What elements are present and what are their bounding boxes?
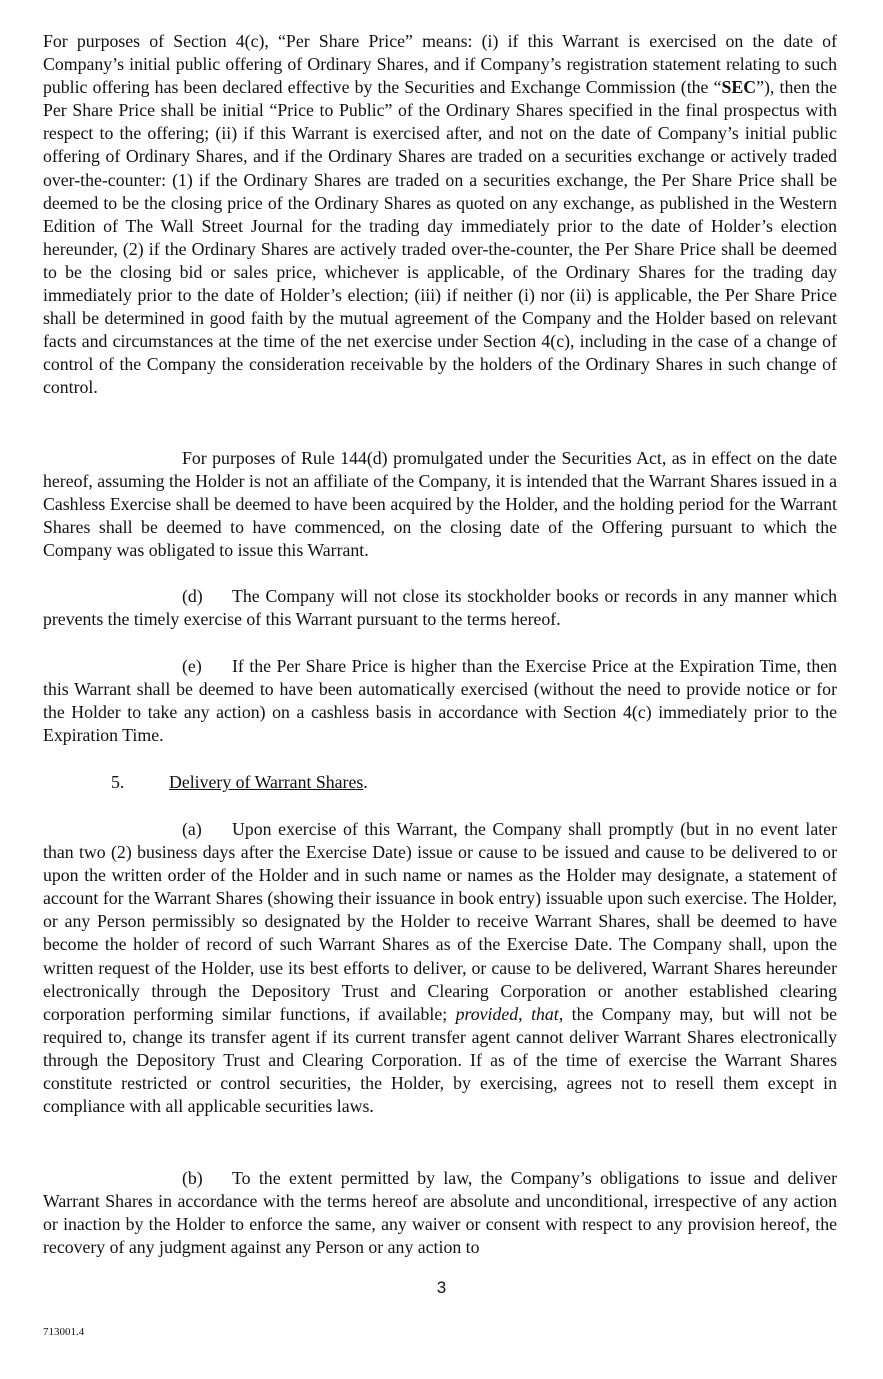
defined-term-sec: SEC <box>721 77 757 98</box>
paragraph-rule-144: For purposes of Rule 144(d) promulgated under the Securities Act, as in effect on the date hereof, assuming the Holder is not an affiliate of the Company, it is intended that the Warrant Shares issued in a Cashless Exercise shall be deemed to have been acquired by the Holder, and the holding period for the Warrant Shares shall be deemed to have commenced, on the closing date of the Offering pursuant to which the Company was obligated to issue this Warrant. <box>43 448 837 561</box>
page-number: 3 <box>436 1278 447 1297</box>
section-heading-5 <box>111 771 368 794</box>
clause-text-d: The Company will not close its stockholder books or records in any manner which prevents the timely exercise of this Warrant pursuant to the terms hereof. <box>43 586 837 630</box>
paragraph-a <box>43 818 837 1118</box>
clause-text-e: If the Per Share Price is higher than the Exercise Price at the Expiration Time, then this Warrant shall be deemed to have been automatically exercised (without the need to provide notice or for the Holder to take any action) on a cashless basis in accordance with Section 4(c) immediately prior to the Expiration Time. <box>43 656 837 746</box>
italic-proviso: provided, that, <box>455 1003 564 1024</box>
paragraph-text-part: ”), then the Per Share Price shall be initial “Price to Public” of the Ordinary Shares specified in the final prospectus with respect to the offering; (ii) if this Warrant is exercised after, and not on the date of Company’s initial public offering of Ordinary Shares, and if the Ordinary Shares are traded on a securities exchange or actively traded over-the-counter: (1) if the Ordinary Shares are traded on a securities exchange, the Per Share Price shall be deemed to be the closing price of the Ordinary Shares as quoted on any exchange, as published in the Western Edition of The Wall Street Journal for the trading day immediately prior to the date of Holder’s election hereunder, (2) if the Ordinary Shares are actively traded over-the-counter, the Per Share Price shall be deemed to be the closing bid or sales price, whichever is applicable, of the Ordinary Shares for the trading day immediately prior to the date of Holder’s election; (iii) if neither (i) nor (ii) is applicable, the Per Share Price shall be determined in good faith by the mutual agreement of the Company and the Holder based on relevant facts and circumstances at the time of the net exercise under Section 4(c), including in the case of a change of control of the Company the consideration receivable by the holders of the Ordinary Shares in such change of control. <box>43 77 837 398</box>
section-number: 5. <box>111 772 125 792</box>
clause-label-d: (d) <box>182 586 203 606</box>
paragraph-text-part: For purposes of Section 4(c), “Per Share Price” means: (i) if this Warrant is exercised on the date of Company’s initial public offering of Ordinary Shares, and if Company’s registration statement relating to such public offering has been declared effective by the Securities and Exchange Commission (the “ <box>43 31 837 98</box>
document-id: 713001.4 <box>43 1326 85 1338</box>
paragraph-e <box>43 655 837 747</box>
clause-text-a: Upon exercise of this Warrant, the Company shall promptly (but in no event later than two (2) business days after the Exercise Date) issue or cause to be issued and cause to be delivered to or upon the written order of the Holder and in such name or names as the Holder may designate, a statement of account for the Warrant Shares (showing their issuance in book entry) issuable upon such exercise. The Holder, or any Person permissibly so designated by the Holder to receive Warrant Shares, shall be deemed to have become the holder of record of such Warrant Shares as of the Exercise Date. The Company shall, upon the written request of the Holder, use its best efforts to deliver, or cause to be delivered, Warrant Shares hereunder electronically through the Depository Trust and Clearing Corporation or another established clearing corporation performing similar functions, if available; <box>43 819 837 1024</box>
section-title-period: . <box>363 772 368 792</box>
section-title: Delivery of Warrant Shares <box>169 772 364 792</box>
paragraph-d <box>43 585 837 631</box>
clause-label-e: (e) <box>182 656 202 676</box>
clause-text-b: To the extent permitted by law, the Company’s obligations to issue and deliver Warrant Shares in accordance with the terms hereof are absolute and unconditional, irrespective of any action or inaction by the Holder to enforce the same, any waiver or consent with respect to any provision hereof, the recovery of any judgment against any Person or any action to <box>43 1168 837 1258</box>
paragraph-per-share-price <box>43 30 837 400</box>
paragraph-b <box>43 1167 837 1259</box>
clause-label-a: (a) <box>182 819 202 839</box>
clause-label-b: (b) <box>182 1168 203 1188</box>
clause-text-a-cont: the Company may, but will not be required to, change its transfer agent if its current transfer agent cannot deliver Warrant Shares electronically through the Depository Trust and Clearing Corporation. If as of the time of exercise the Warrant Shares constitute restricted or control securities, the Holder, by exercising, agrees not to resell them except in compliance with all applicable securities laws. <box>43 1003 837 1117</box>
